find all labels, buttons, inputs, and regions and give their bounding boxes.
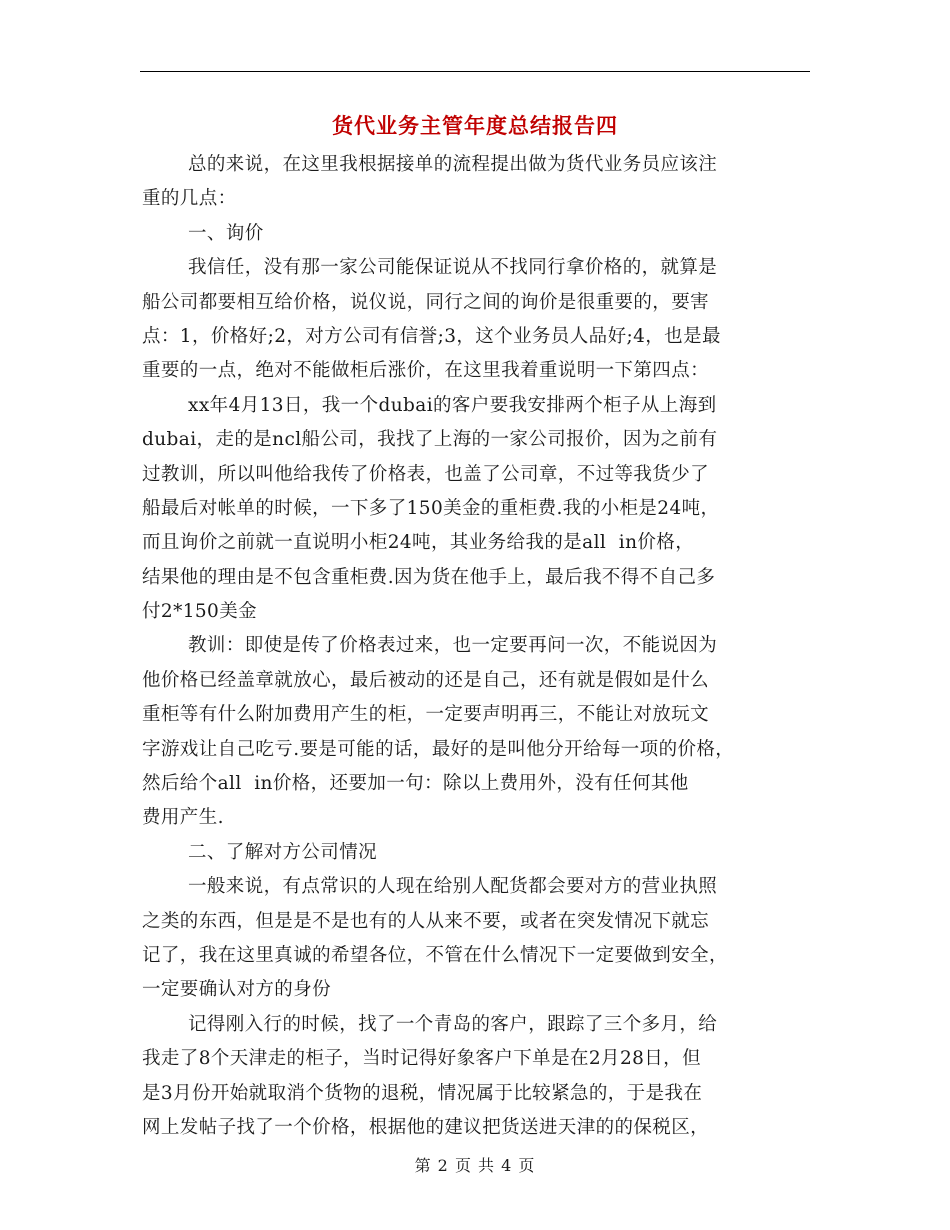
text-line: dubai，走的是ncl船公司，我找了上海的一家公司报价，因为之前有 — [142, 429, 718, 451]
text-line: 总的来说，在这里我根据接单的流程提出做为货代业务员应该注 — [188, 154, 718, 175]
text-line: 我走了8个天津走的柜子，当时记得好象客户下单是在2月28日，但 — [142, 1048, 701, 1070]
text-line: xx年4月13日，我一个dubai的客户要我安排两个柜子从上海到 — [188, 394, 717, 416]
document-body — [142, 148, 812, 1145]
text-line: 记了，我在这里真诚的希望各位，不管在什么情况下一定要做到安全， — [142, 944, 728, 966]
text-line: 之类的东西，但是是不是也有的人从来不要，或者在突发情况下就忘 — [142, 910, 710, 932]
text-line: 结果他的理由是不包含重柜费.因为货在他手上，最后我不得不自己多 — [142, 566, 716, 588]
text-line: 教训：即使是传了价格表过来，也一定要再问一次，不能说因为 — [188, 635, 718, 657]
text-line: 是3月份开始就取消个货物的退税，情况属于比较紧急的，于是我在 — [142, 1082, 703, 1104]
text-line: 船最后对帐单的时候，一下多了150美金的重柜费.我的小柜是24吨， — [142, 497, 720, 519]
page-footer: 第 2 页 共 4 页 — [414, 1156, 536, 1175]
text-line: 点：1，价格好;2，对方公司有信誉;3，这个业务员人品好;4，也是最 — [142, 325, 721, 347]
text-line: 记得刚入行的时候，找了一个青岛的客户，跟踪了三个多月，给 — [188, 1013, 718, 1035]
text-line: 重的几点： — [142, 188, 237, 210]
text-line: 而且询价之前就一直说明小柜24吨，其业务给我的是all in价格， — [142, 532, 695, 554]
text-line: 二、了解对方公司情况 — [188, 841, 378, 863]
text-line: 付2*150美金 — [142, 601, 258, 623]
text-line: 重柜等有什么附加费用产生的柜，一定要声明再三，不能让对放玩文 — [142, 704, 710, 726]
text-line: 字游戏让自己吃亏.要是可能的话，最好的是叫他分开给每一项的价格， — [142, 738, 735, 760]
text-line: 他价格已经盖章就放心，最后被动的还是自己，还有就是假如是什么 — [142, 669, 710, 691]
text-line: 重要的一点，绝对不能做柜后涨价，在这里我着重说明一下第四点： — [142, 360, 710, 382]
text-line: 然后给个all in价格，还要加一句：除以上费用外，没有任何其他 — [142, 773, 689, 795]
text-line: 一般来说，有点常识的人现在给别人配货都会要对方的营业执照 — [188, 876, 718, 898]
header-rule — [140, 71, 810, 72]
text-line: 费用产生. — [142, 807, 224, 829]
text-line: 我信任，没有那一家公司能保证说从不找同行拿价格的，就算是 — [188, 257, 718, 279]
text-line: 船公司都要相互给价格，说仪说，同行之间的询价是很重要的，要害 — [142, 291, 710, 313]
text-line: 一、询价 — [188, 222, 264, 244]
document-title: 货代业务主管年度总结报告四 — [332, 113, 618, 138]
text-line: 网上发帖子找了一个价格，根据他的建议把货送进天津的的保税区， — [142, 1116, 710, 1138]
text-line: 一定要确认对方的身份 — [142, 979, 332, 1001]
text-line: 过教训，所以叫他给我传了价格表，也盖了公司章，不过等我货少了 — [142, 463, 710, 485]
